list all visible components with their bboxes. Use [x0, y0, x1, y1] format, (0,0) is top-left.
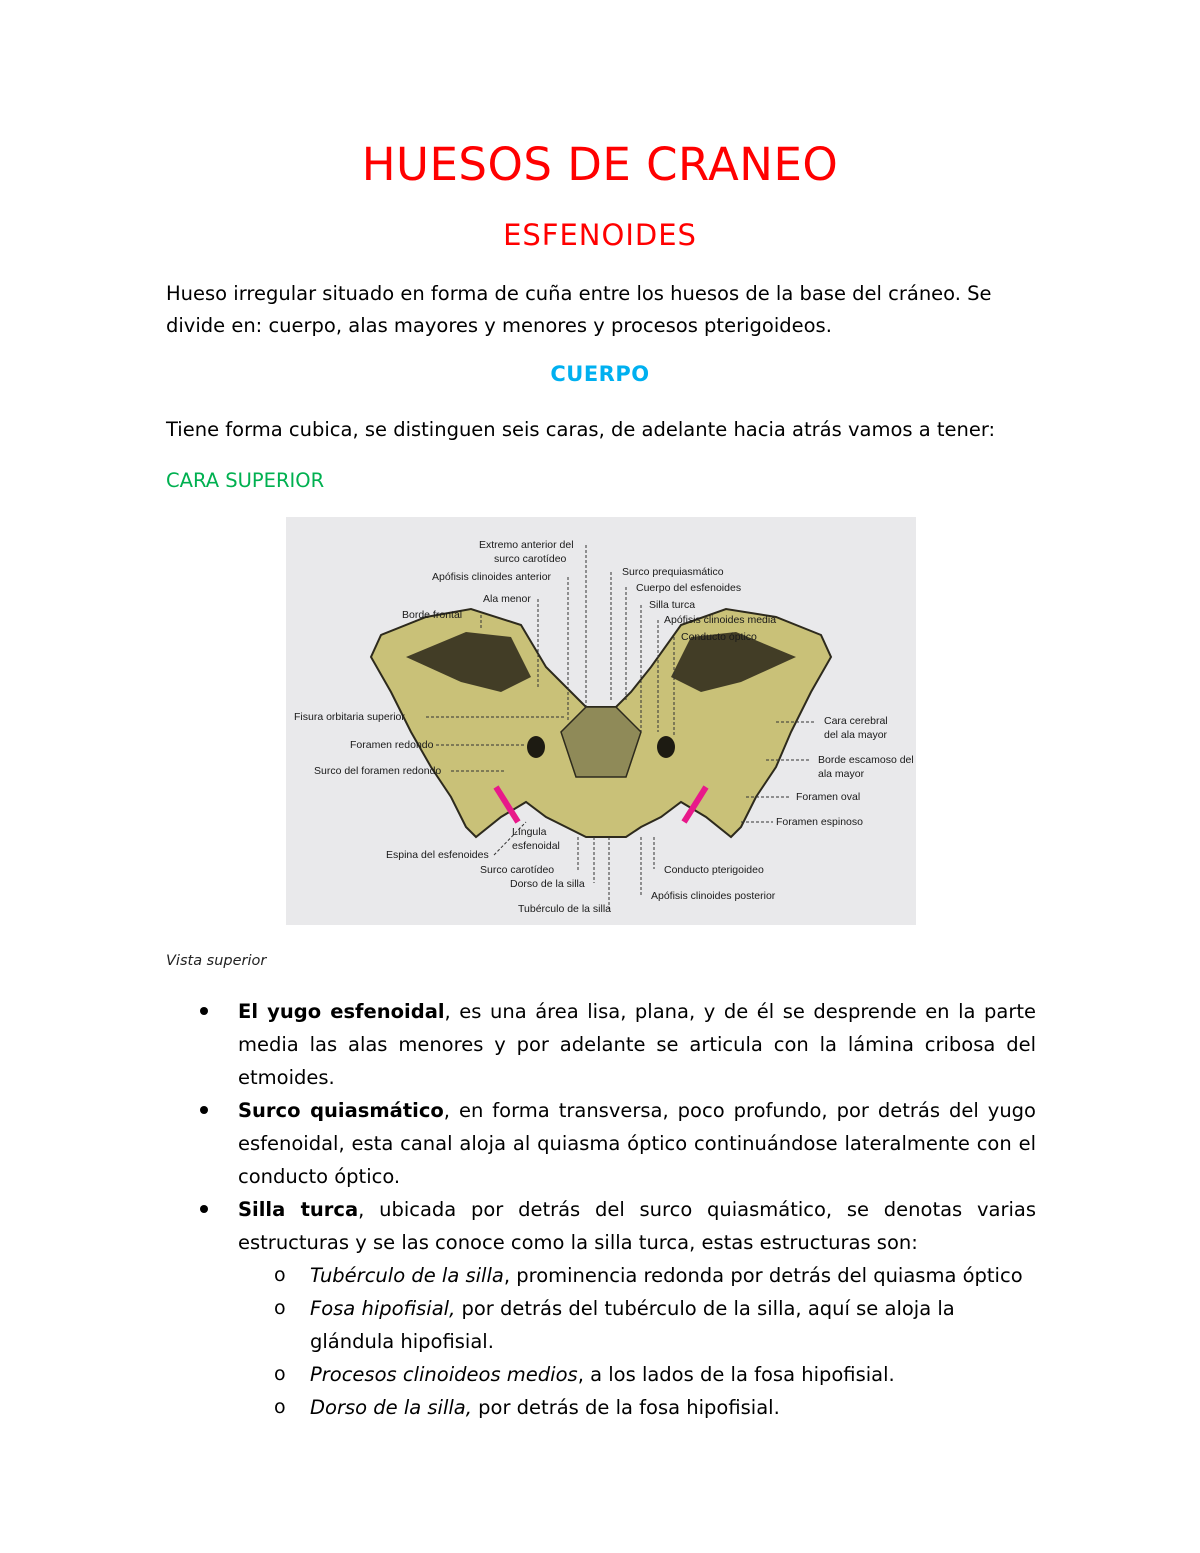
document-subtitle: ESFENOIDES: [503, 218, 697, 252]
figure-label: Surco carotídeo: [480, 864, 555, 876]
figure-label: Surco del foramen redondo: [314, 765, 442, 777]
figure-label: Fisura orbitaria superior: [294, 711, 405, 723]
figure-label: Ala menor: [483, 593, 531, 605]
list-item: [196, 1094, 1036, 1193]
sub-list: [238, 1259, 1036, 1424]
item-text: , es una área lisa, plana, y de él se desprende en la parte media las alas menores y por adelante se articula con la lámina cribosa del etmoides.: [238, 1000, 1036, 1089]
bullet-icon: [200, 1205, 208, 1213]
item-text: , en forma transversa, poco profundo, por detrás del yugo esfenoidal, esta canal aloja al quiasma óptico continuándose lateralmente con el conducto óptico.: [238, 1099, 1036, 1188]
item-text: , prominencia redonda por detrás del quiasma óptico: [503, 1264, 1023, 1287]
circle-bullet-icon: o: [274, 1264, 286, 1286]
circle-bullet-icon: o: [274, 1297, 286, 1319]
figure-label: ala mayor: [818, 768, 865, 780]
figure-label: Borde escamoso del: [818, 754, 914, 766]
subsection-heading: CARA SUPERIOR: [166, 469, 325, 492]
figure-label: Apófisis clinoides anterior: [432, 571, 552, 583]
figure-label: del ala mayor: [824, 729, 888, 741]
figure-label: Espina del esfenoides: [386, 849, 489, 861]
list-item: [196, 995, 1036, 1094]
sphenoid-illustration: [286, 517, 916, 925]
sub-list-item: [238, 1358, 1036, 1391]
item-text: por detrás del tubérculo de la silla, aquí se aloja la glándula hipofisial.: [310, 1297, 955, 1353]
item-term: Surco quiasmático: [238, 1099, 444, 1122]
figure-caption: Vista superior: [166, 953, 267, 969]
circle-bullet-icon: o: [274, 1396, 286, 1418]
item-text: por detrás de la fosa hipofisial.: [471, 1396, 780, 1419]
item-term: El yugo esfenoidal: [238, 1000, 445, 1023]
figure-label: Conducto óptico: [681, 631, 757, 643]
figure-label: Foramen espinoso: [776, 816, 863, 828]
item-text: , a los lados de la fosa hipofisial.: [577, 1363, 895, 1386]
figure-label: Borde frontal: [402, 609, 463, 621]
figure-label: Língula: [512, 826, 547, 838]
bullet-icon: [200, 1106, 208, 1114]
figure-label: Surco prequiasmático: [622, 566, 724, 578]
section-heading: CUERPO: [550, 362, 650, 386]
bullet-list: [196, 995, 1036, 1424]
item-term: Procesos clinoideos medios: [310, 1363, 578, 1386]
sub-list-item: [238, 1259, 1036, 1292]
sub-list-item: [238, 1391, 1036, 1424]
intro-paragraph: Hueso irregular situado en forma de cuña entre los huesos de la base del cráneo. Se divide en: cuerpo, alas mayores y menores y procesos pterigoideos.: [166, 282, 992, 337]
figure-label: Foramen redondo: [350, 739, 434, 751]
list-item: [196, 1193, 1036, 1424]
item-term: Tubérculo de la silla: [310, 1264, 504, 1287]
figure-label: Dorso de la silla: [510, 878, 585, 890]
section-intro: Tiene forma cubica, se distinguen seis caras, de adelante hacia atrás vamos a tener:: [166, 418, 996, 441]
bullet-icon: [200, 1007, 208, 1015]
circle-bullet-icon: o: [274, 1363, 286, 1385]
figure-label: surco carotídeo: [494, 553, 567, 565]
item-term: Dorso de la silla,: [310, 1396, 472, 1419]
item-term: Silla turca: [238, 1198, 359, 1221]
item-text: , ubicada por detrás del surco quiasmático, se denotas varias estructuras y se las conoce como la silla turca, estas estructuras son:: [238, 1198, 1036, 1254]
figure-label: Silla turca: [649, 599, 696, 611]
figure-label: Conducto pterigoideo: [664, 864, 764, 876]
figure-label: Cuerpo del esfenoides: [636, 582, 742, 594]
figure-label: esfenoidal: [512, 840, 560, 852]
figure-label: Apófisis clinoides media: [664, 614, 777, 626]
figure-label: Tubérculo de la silla: [518, 903, 611, 915]
figure-label: Apófisis clinoides posterior: [651, 890, 776, 902]
document-title: HUESOS DE CRANEO: [361, 138, 839, 191]
item-term: Fosa hipofisial,: [310, 1297, 456, 1320]
figure-label: Foramen oval: [796, 791, 861, 803]
sub-list-item: [238, 1292, 1036, 1358]
figure-label: Extremo anterior del: [479, 539, 574, 551]
figure-label: Cara cerebral: [824, 715, 888, 727]
